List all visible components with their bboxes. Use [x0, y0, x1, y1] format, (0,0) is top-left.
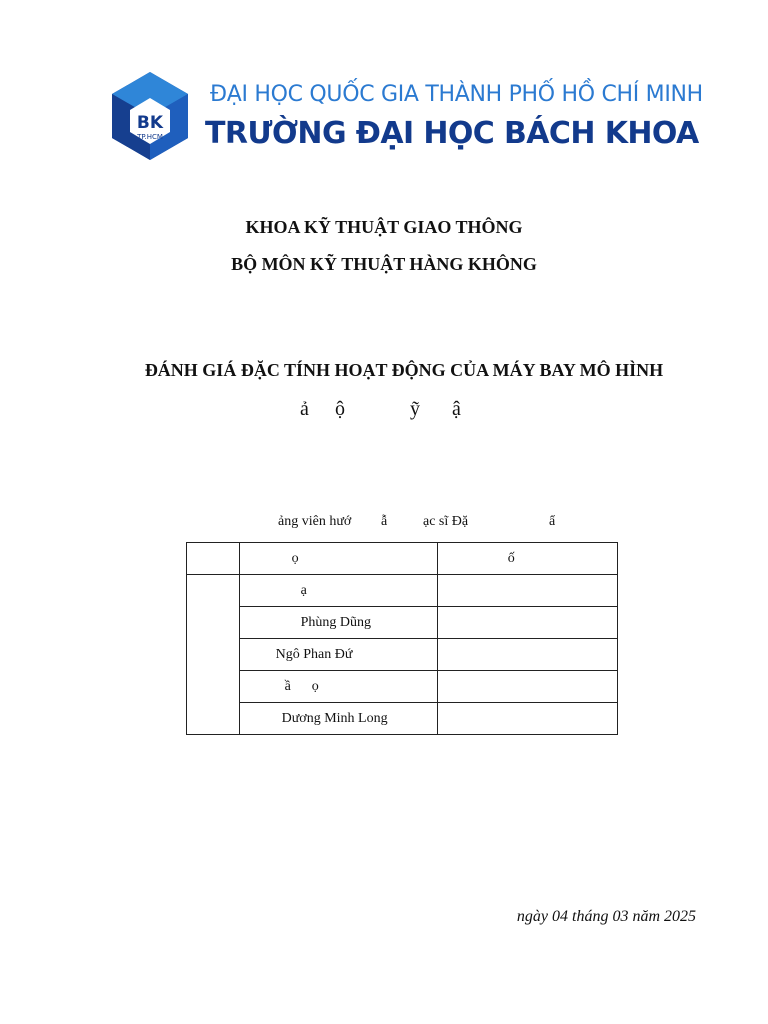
member-id-cell: [437, 703, 617, 735]
bk-logo-icon: [104, 70, 196, 162]
subtitle-fragment: ả: [300, 398, 309, 420]
member-id-cell: [437, 607, 617, 639]
university-system-name: ĐẠI HỌC QUỐC GIA THÀNH PHỐ HỒ CHÍ MINH: [210, 82, 703, 107]
advisor-fragment: ẩ: [549, 514, 556, 529]
report-date: ngày 04 tháng 03 năm 2025: [516, 908, 696, 925]
subtitle-fragment: ậ: [452, 398, 461, 420]
table-row: [187, 607, 618, 639]
subtitle-fragment: ỹ: [410, 398, 420, 420]
advisor-fragment: ảng viên hướ: [278, 514, 352, 529]
member-name-cell: Ngô Phan Đứ: [239, 639, 437, 671]
member-name-cell: ầ ọ: [239, 671, 437, 703]
logo-main-text: BK: [136, 113, 164, 133]
group-cell: [187, 575, 240, 735]
member-id-cell: [437, 671, 617, 703]
member-name-cell: ạ: [239, 575, 437, 607]
table-header-cell: [187, 543, 240, 575]
table-row: [187, 639, 618, 671]
member-name-cell: Dương Minh Long: [239, 703, 437, 735]
faculty-name: KHOA KỸ THUẬT GIAO THÔNG: [245, 217, 523, 237]
subtitle-fragment: ộ: [335, 398, 345, 420]
university-logo-header: [104, 70, 704, 162]
advisor-fragment: ẫ: [381, 514, 388, 529]
table-row: [187, 575, 618, 607]
member-table: [186, 542, 618, 735]
member-id-cell: [437, 575, 617, 607]
member-id-cell: [437, 639, 617, 671]
table-row: [187, 671, 618, 703]
table-header-cell: ố: [437, 543, 617, 575]
member-name-cell: Phùng Dũng: [239, 607, 437, 639]
advisor-fragment: ạc sĩ Đặ: [423, 514, 469, 529]
university-name: TRƯỜNG ĐẠI HỌC BÁCH KHOA: [205, 116, 699, 151]
report-title: ĐÁNH GIÁ ĐẶC TÍNH HOẠT ĐỘNG CỦA MÁY BAY MÔ HÌNH: [144, 360, 664, 380]
table-row: [187, 703, 618, 735]
table-header-row: [187, 543, 618, 575]
department-name: BỘ MÔN KỸ THUẬT HÀNG KHÔNG: [231, 254, 537, 274]
logo-sub-text: TP.HCM: [137, 133, 163, 141]
table-header-cell: ọ: [239, 543, 437, 575]
